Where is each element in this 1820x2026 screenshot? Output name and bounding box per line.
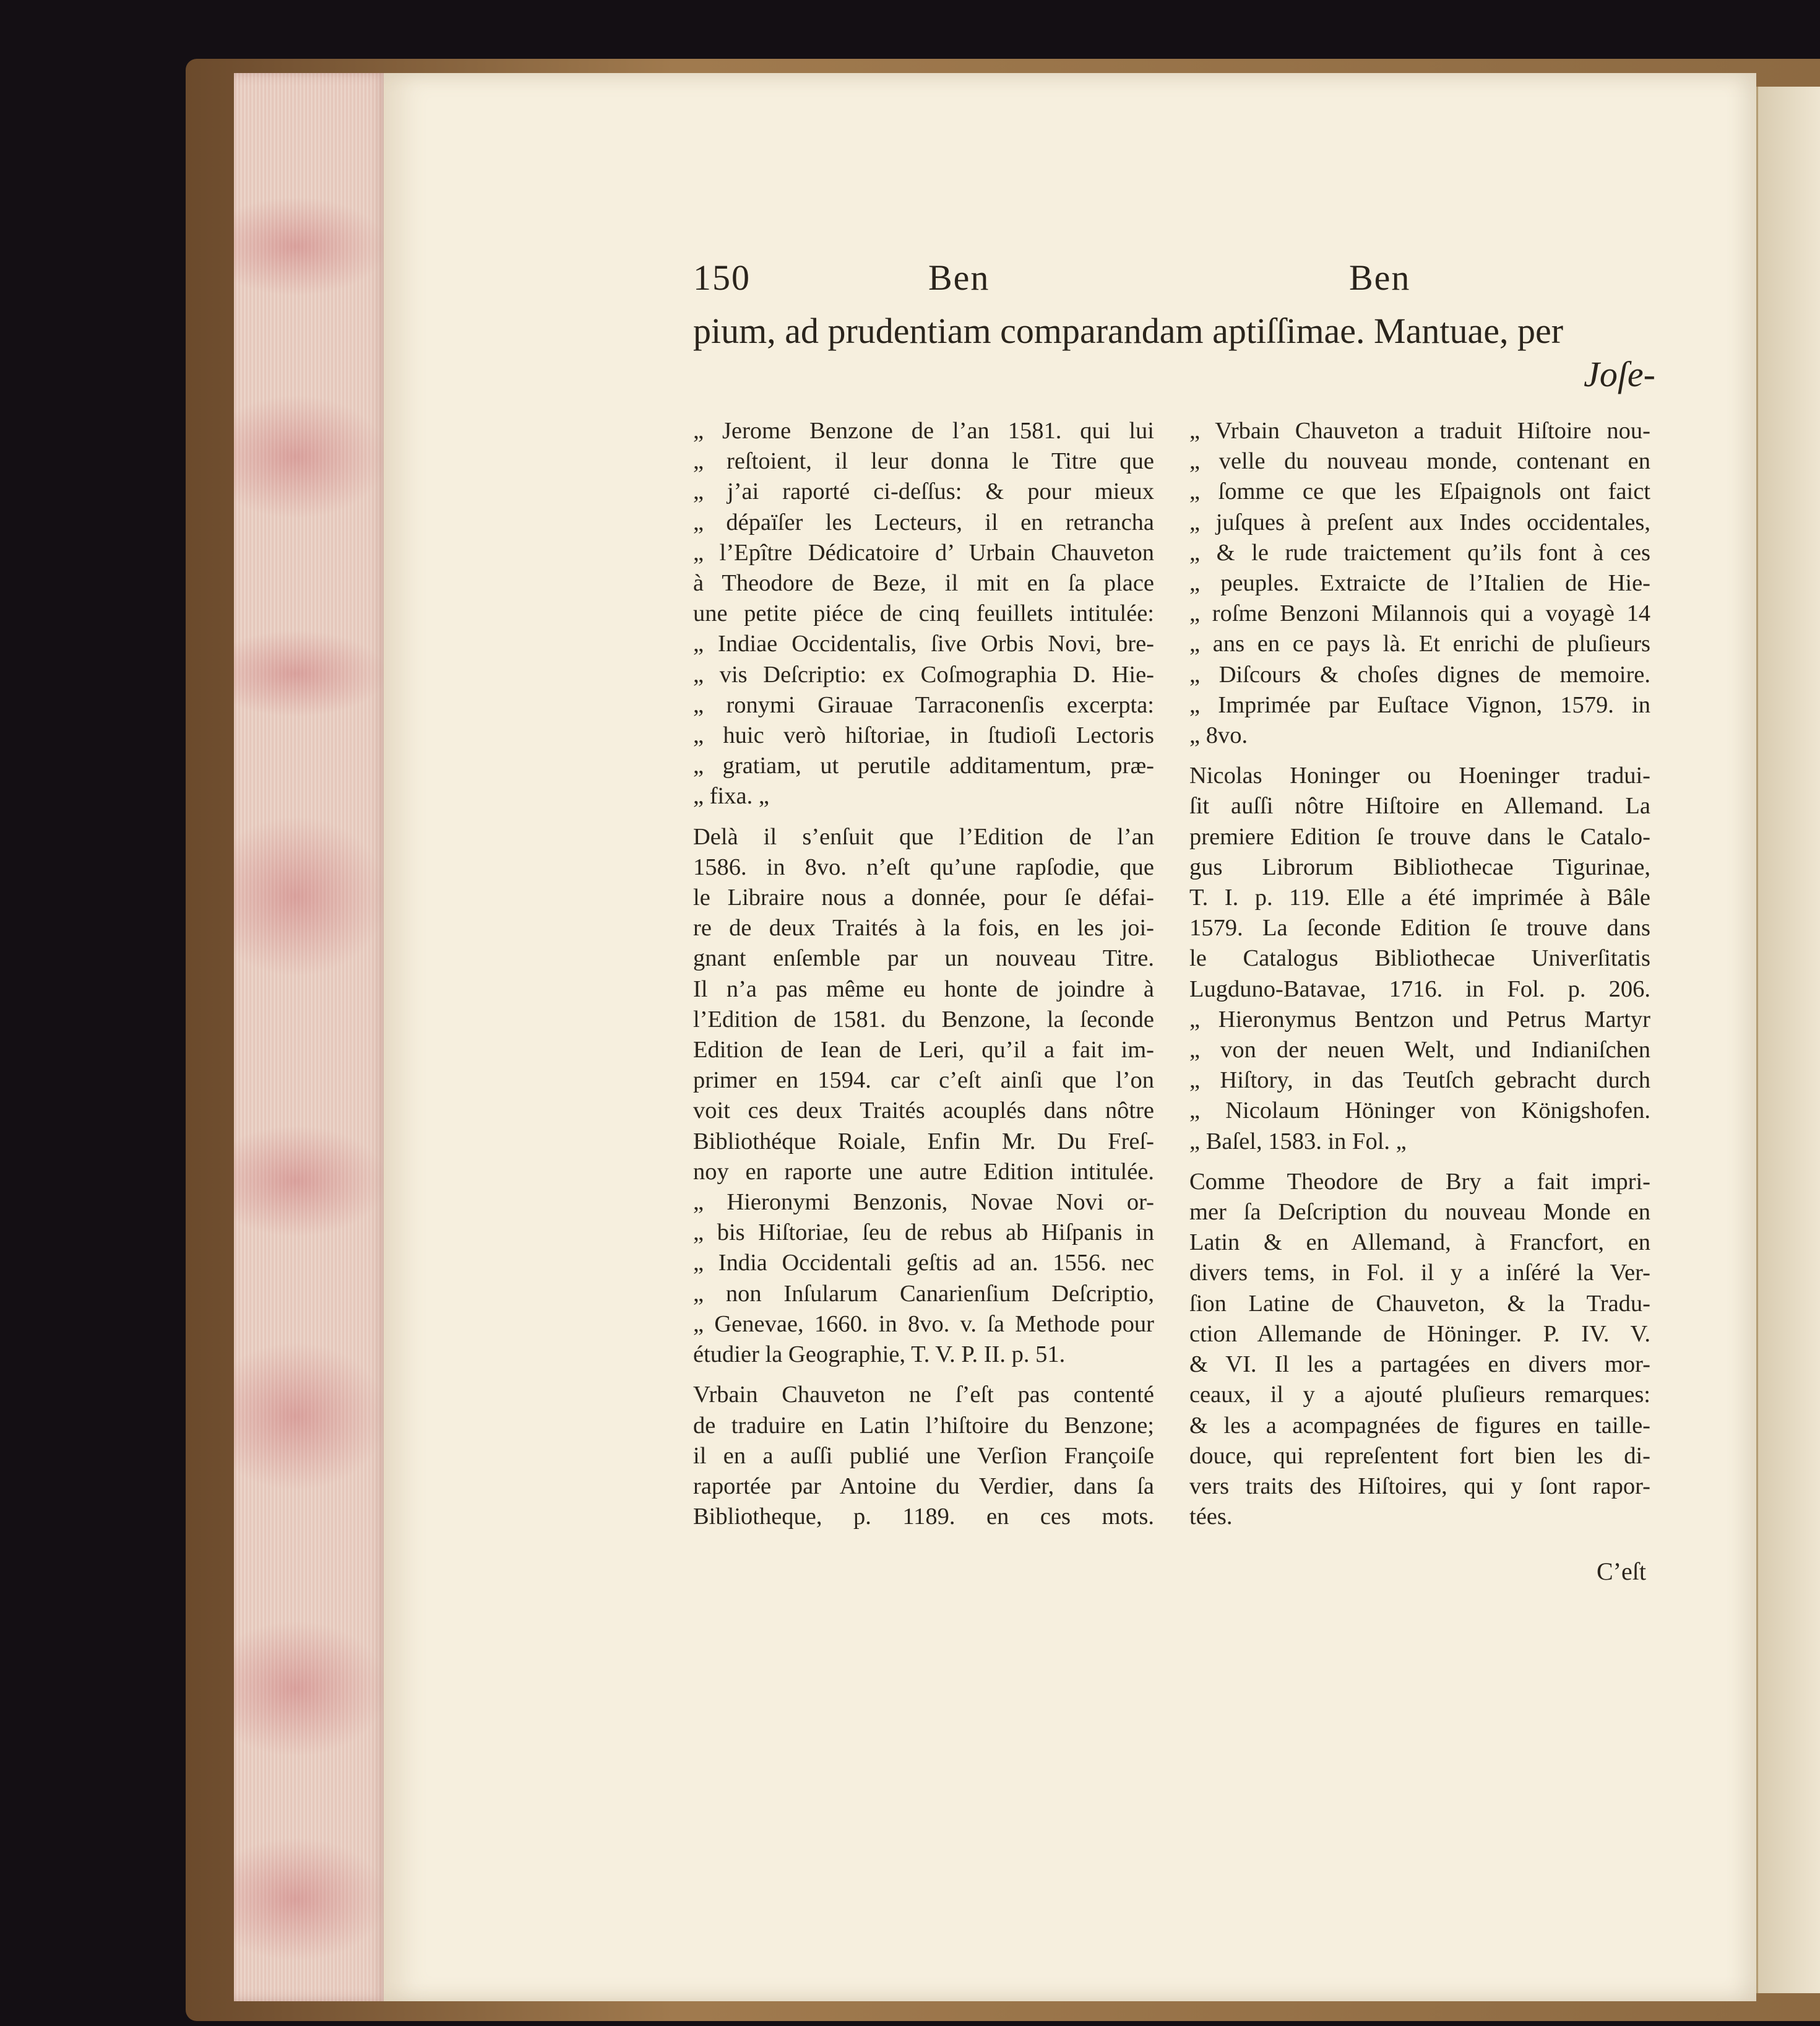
text-line: Edition de Iean de Leri, qu’il a fait im- [693, 1037, 1154, 1063]
text-line: „ reſtoient, il leur donna le Titre que [693, 448, 1154, 475]
carryover-line-2: Joſe- [1584, 354, 1655, 394]
text-line: „ vis Deſcriptio: ex Coſmographia D. Hie- [693, 661, 1154, 688]
text-line: „ ronymi Girauae Tarraconenſis excerpta: [693, 691, 1154, 718]
text-line: Delà il s’enſuit que l’Edition de l’an [693, 823, 1154, 850]
text-line: „ Vrbain Chauveton a traduit Hiſtoire nou- [1189, 418, 1650, 444]
paragraph [1189, 1167, 1650, 1532]
running-header [693, 257, 1658, 300]
text-line: „ gratiam, ut perutile additamentum, præ- [693, 753, 1154, 779]
text-line: ction Allemande de Höninger. P. IV. V. [1189, 1320, 1650, 1347]
text-line: „ bis Hiſtoriae, ſeu de rebus ab Hiſpanis in [693, 1219, 1154, 1246]
paragraph [1189, 416, 1650, 751]
text-line: „ l’Epître Dédicatoire d’ Urbain Chauveton [693, 539, 1154, 566]
text-line: re de deux Traités à la fois, en les joi- [693, 915, 1154, 942]
text-line: „ Hieronymus Bentzon und Petrus Martyr [1189, 1006, 1650, 1032]
text-line: le Libraire nous a donnée, pour ſe défai- [693, 885, 1154, 911]
text-line: „ Imprimée par Euſtace Vignon, 1579. in [1189, 691, 1650, 718]
text-line: tées. [1189, 1504, 1233, 1530]
text-line: divers tems, in Fol. il y a inſéré la Ver- [1189, 1260, 1650, 1286]
text-line: Latin & en Allemand, à Francfort, en [1189, 1229, 1650, 1256]
headword-right: Ben [1349, 258, 1411, 298]
text-line: „ von der neuen Welt, und Indianiſchen [1189, 1037, 1650, 1063]
text-line: 1586. in 8vo. n’eſt qu’une rapſodie, que [693, 854, 1154, 880]
left-column [693, 416, 1154, 1542]
text-line: „ non Inſularum Canarienſium Deſcriptio, [693, 1280, 1154, 1307]
text-line: Lugduno-Batavae, 1716. in Fol. p. 206. [1189, 976, 1650, 1002]
paragraph [1189, 761, 1650, 1157]
text-line: „ peuples. Extraicte de l’Italien de Hie- [1189, 570, 1650, 597]
text-line: „ Jerome Benzone de l’an 1581. qui lui [693, 418, 1154, 444]
text-line: „ ſomme ce que les Eſpaignols ont faict [1189, 478, 1650, 505]
text-line: „ velle du nouveau monde, contenant en [1189, 448, 1650, 475]
text-line: premiere Edition ſe trouve dans le Catalo- [1189, 823, 1650, 850]
text-line: Vrbain Chauveton ne ſ’eſt pas contenté [693, 1382, 1154, 1408]
paragraph [693, 822, 1154, 1370]
text-line: de traduire en Latin l’hiſtoire du Benzone; [693, 1412, 1154, 1439]
text-line: Il n’a pas même eu honte de joindre à [693, 976, 1154, 1002]
text-line: „ huic verò hiſtoriae, in ſtudioſi Lectoris [693, 722, 1154, 749]
text-line: „ Nicolaum Höninger von Königshofen. [1189, 1097, 1650, 1124]
text-line: „ Indiae Occidentalis, ſive Orbis Novi, bre- [693, 631, 1154, 657]
text-line: 1579. La ſeconde Edition ſe trouve dans [1189, 915, 1650, 942]
text-line: ſion Latine de Chauveton, & la Tradu- [1189, 1290, 1650, 1317]
text-line: le Catalogus Bibliothecae Univerſitatis [1189, 945, 1650, 972]
text-line: & les a acompagnées de figures en taille- [1189, 1412, 1650, 1439]
right-column [1189, 416, 1650, 1542]
text-line: vers traits des Hiſtoires, qui y ſont rapor- [1189, 1473, 1650, 1499]
catchword: C’eſt [1597, 1557, 1646, 1585]
text-line: une petite piéce de cinq feuillets intitulée: [693, 600, 1154, 627]
page-edges [234, 73, 389, 2001]
carryover-line-1: pium, ad prudentiam comparandam aptiſſimae. Mantuae, per [693, 311, 1564, 351]
text-line: „ roſme Benzoni Milannois qui a voyagè 14 [1189, 600, 1650, 627]
text-line: il en a auſſi publié une Verſion Françoiſe [693, 1442, 1154, 1469]
text-line: primer en 1594. car c’eſt ainſi que l’on [693, 1067, 1154, 1094]
text-line: voit ces deux Traités acouplés dans nôtre [693, 1097, 1154, 1124]
text-line: Bibliothéque Roiale, Enfin Mr. Du Freſ- [693, 1128, 1154, 1154]
text-line: „ Hieronymi Benzonis, Novae Novi or- [693, 1189, 1154, 1216]
text-line: „ Hiſtory, in das Teutſch gebracht durch [1189, 1067, 1650, 1094]
text-line: Bibliotheque, p. 1189. en ces mots. [693, 1504, 1154, 1530]
text-line: T. I. p. 119. Elle a été imprimée à Bâle [1189, 885, 1650, 911]
text-line: „ Diſcours & choſes dignes de memoire. [1189, 661, 1650, 688]
text-line: „ India Occidentali geſtis ad an. 1556. nec [693, 1250, 1154, 1276]
text-line: Comme Theodore de Bry a fait impri- [1189, 1168, 1650, 1195]
text-line: „ fixa. „ [693, 783, 769, 810]
text-line: à Theodore de Beze, il mit en ſa place [693, 570, 1154, 597]
text-line: „ ans en ce pays là. Et enrichi de pluſieurs [1189, 631, 1650, 657]
facing-page-edge [1756, 87, 1820, 1993]
text-line: „ dépaïſer les Lecteurs, il en retrancha [693, 509, 1154, 535]
headword-left: Ben [928, 258, 990, 298]
text-line: noy en raporte une autre Edition intitulée. [693, 1158, 1154, 1185]
text-line: ceaux, il y a ajouté pluſieurs remarques: [1189, 1382, 1650, 1408]
text-line: „ 8vo. [1189, 722, 1248, 749]
text-line: mer ſa Deſcription du nouveau Monde en [1189, 1199, 1650, 1226]
text-line: douce, qui repreſentent fort bien les di- [1189, 1442, 1650, 1469]
text-line: & VI. Il les a partagées en divers mor- [1189, 1351, 1650, 1378]
paragraph [693, 1380, 1154, 1532]
paragraph [693, 416, 1154, 812]
carryover-text [693, 310, 1655, 396]
text-line: gnant enſemble par un nouveau Titre. [693, 945, 1154, 972]
text-line: „ juſques à preſent aux Indes occidentales, [1189, 509, 1650, 535]
page-number: 150 [693, 258, 751, 298]
text-line: „ Genevae, 1660. in 8vo. v. ſa Methode pour [693, 1310, 1154, 1337]
text-line: „ & le rude traictement qu’ils font à ces [1189, 539, 1650, 566]
text-line: raportée par Antoine du Verdier, dans ſa [693, 1473, 1154, 1499]
text-line: Nicolas Honinger ou Hoeninger tradui- [1189, 763, 1650, 789]
text-line: „ j’ai raporté ci-deſſus: & pour mieux [693, 478, 1154, 505]
text-line: l’Edition de 1581. du Benzone, la ſeconde [693, 1006, 1154, 1032]
text-line: ſit auſſi nôtre Hiſtoire en Allemand. La [1189, 793, 1650, 820]
text-line: gus Librorum Bibliothecae Tigurinae, [1189, 854, 1650, 880]
text-line: „ Baſel, 1583. in Fol. „ [1189, 1128, 1407, 1154]
text-line: étudier la Geographie, T. V. P. II. p. 51. [693, 1341, 1066, 1368]
